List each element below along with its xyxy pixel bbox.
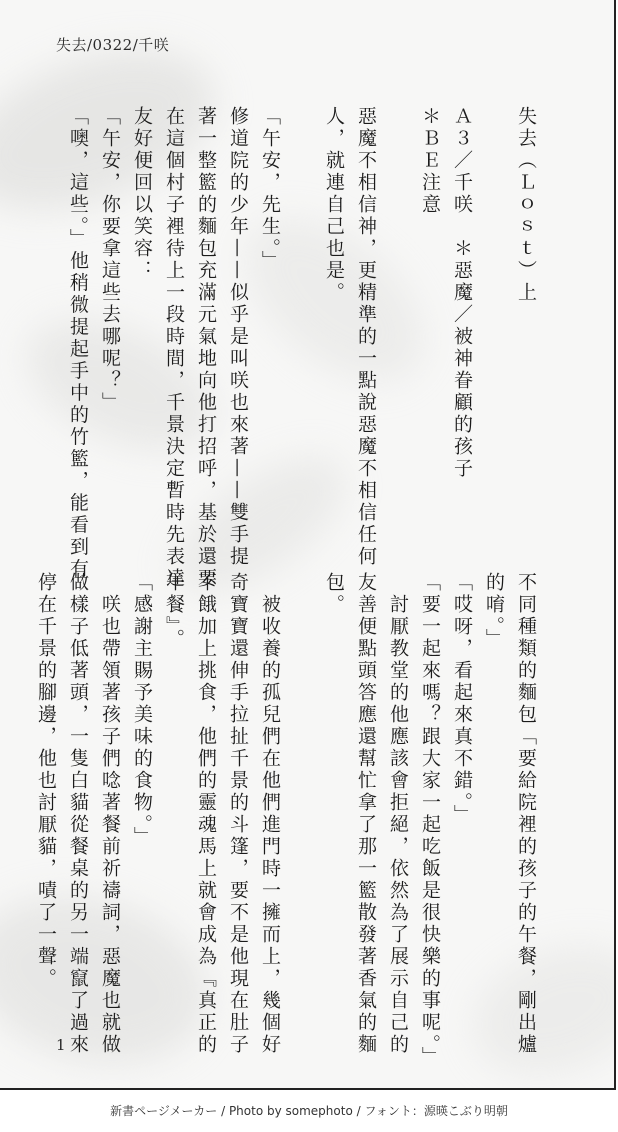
text-line: 奇寶寶還伸手拉扯千景的斗篷，要不是他現在肚子: [227, 572, 249, 1056]
text-line: 討厭教堂的他應該會拒絕，依然為了展示自己的: [387, 572, 409, 1056]
text-line: 不餓加上挑食，他們的靈魂馬上就會成為『真正的: [195, 572, 217, 1056]
text-line: 「午安，先生。」: [259, 106, 281, 273]
text-line: 修道院的少年——似乎是叫咲也來著——雙手提: [227, 106, 249, 568]
page-header: 失去/0322/千咲: [56, 36, 170, 54]
text-line: 「哎呀，看起來真不錯。」: [451, 572, 473, 827]
text-line: 惡魔不相信神，更精準的一點說惡魔不相信任何: [355, 106, 377, 568]
text-line: 做樣子低著頭，一隻白貓從餐桌的另一端竄了過來: [67, 572, 89, 1056]
text-line: Ａ３／千咲 ＊惡魔／被神眷顧的孩子: [451, 106, 473, 480]
text-line: 「感謝主賜予美味的食物。」: [131, 572, 153, 849]
text-line: 不同種類的麵包「要給院裡的孩子的午餐，剛出爐: [515, 572, 537, 1056]
text-line: 著一整籃的麵包充滿元氣地向他打招呼，基於還要: [195, 106, 217, 590]
text-line: 「噢，這些。」他稍微提起手中的竹籃，能看到有: [67, 106, 89, 581]
text-line: 的唷。」: [483, 572, 505, 651]
text-line: ＊ＢＥ注意: [419, 106, 441, 216]
page-number: 1: [56, 1036, 66, 1054]
text-line: 午餐』。: [163, 572, 185, 651]
text-line: [478, 106, 510, 546]
text-line: [382, 106, 414, 546]
text-line: 失去（Ｌｏｓｔ）上: [515, 106, 537, 304]
vertical-text-block-bottom: [30, 572, 542, 1069]
text-line: [286, 572, 318, 1022]
text-line: 停在千景的腳邊，他也討厭貓，嘖了一聲。: [35, 572, 57, 990]
text-line: 咲也帶領著孩子們唸著餐前祈禱詞，惡魔也就做: [99, 572, 121, 1056]
text-line: 「午安，你要拿這些去哪呢？」: [99, 106, 121, 414]
text-line: 被收養的孤兒們在他們進門時一擁而上，幾個好: [259, 572, 281, 1056]
text-line: 包。: [323, 572, 345, 616]
credit-footer: 新書ページメーカー / Photo by somephoto / フォント：源暎こぶり明朝: [110, 1104, 508, 1118]
text-line: 在這個村子裡待上一段時間，千景決定暫時先表達: [163, 106, 185, 590]
text-line: 人，就連自己也是。: [323, 106, 345, 304]
text-line: 友好便回以笑容：: [131, 106, 153, 282]
vertical-text-block-top: [62, 106, 542, 590]
text-line: 友善便點頭答應還幫忙拿了那一籃散發著香氣的麵: [355, 572, 377, 1056]
text-line: [286, 106, 318, 546]
text-line: 「要一起來嗎？跟大家一起吃飯是很快樂的事呢。」: [419, 572, 441, 1069]
